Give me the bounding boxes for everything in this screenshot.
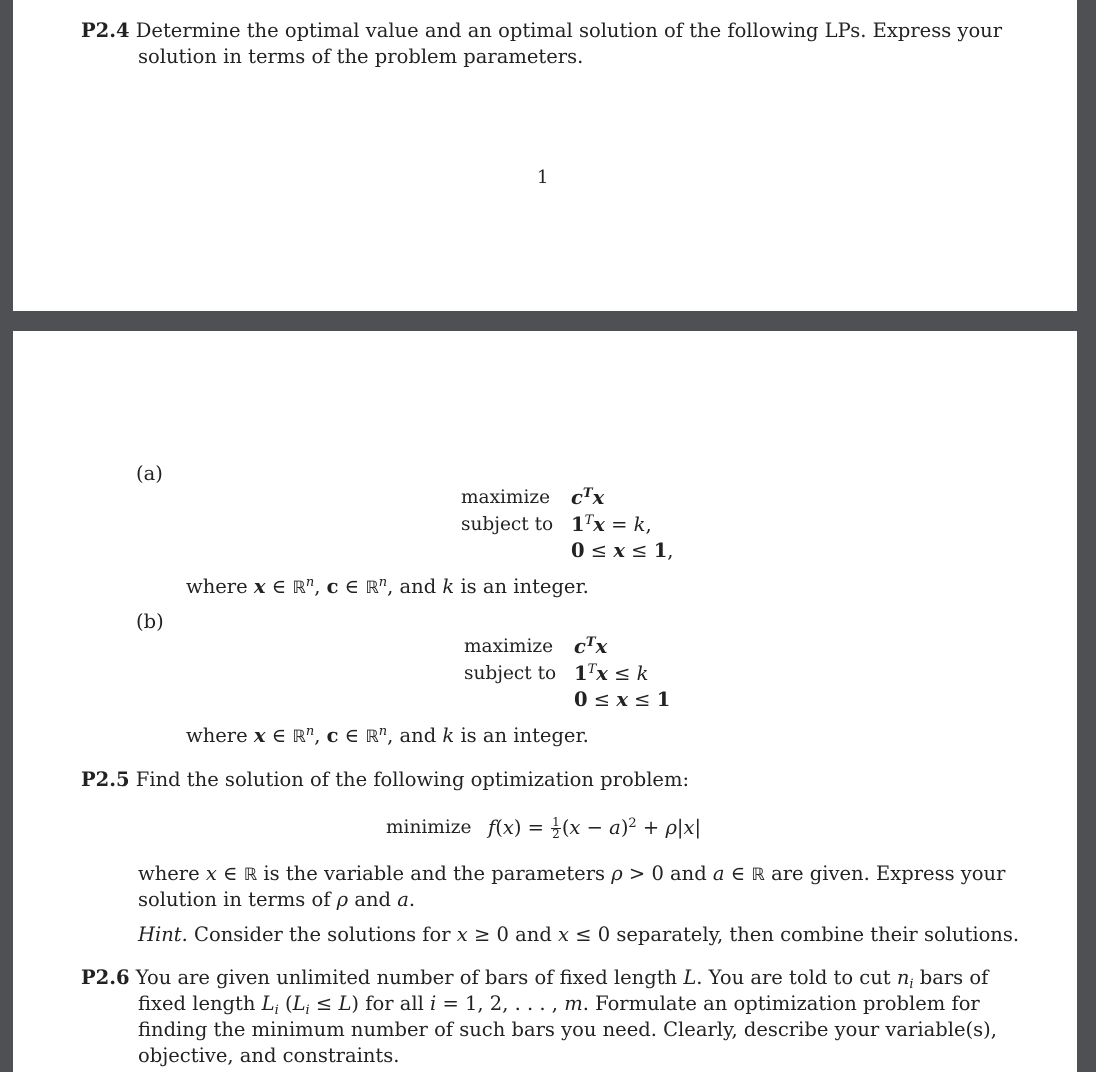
p24-line-2: solution in terms of the problem parameters.	[138, 45, 584, 68]
p25-objective: f(x) = $\frac{1}{2}$ $(x - a)^2 + \rho|x|$	[488, 815, 702, 841]
part-b-constraint-1: $1^Tx \le k$	[574, 662, 649, 685]
p25-line-1: P2.5 Find the solution of the following optimization problem:	[81, 768, 690, 791]
part-a-label: (a)	[136, 462, 163, 485]
problem-label-p24: P2.4	[81, 19, 130, 42]
p26-line-3: finding the minimum number of such bars you need. Clearly, describe your variable(s),	[138, 1018, 997, 1041]
p25-hint: Hint. Consider the solutions for x ≥ 0 and x ≤ 0 separately, then combine their solutions.	[138, 923, 1020, 946]
p24-text-1: Determine the optimal value and an optimal solution of the following LPs. Express your	[135, 19, 1003, 42]
hint-label: Hint.	[138, 923, 188, 946]
part-a-objective: $c^Tx$	[571, 486, 605, 509]
part-b-constraint-2: 0 ≤ x ≤ 1	[574, 688, 671, 711]
part-b-maximize: maximize	[464, 636, 554, 657]
p26-line-2: fixed length $L_i$ $(L_i \le L)$ for all i = 1, 2, . . . , m. Formulate an optimization problem for	[138, 992, 980, 1018]
page-1	[13, 0, 1077, 311]
part-a-constraint-2: 0 ≤ x ≤ 1,	[571, 539, 674, 562]
part-a-where: where x ∈ ℝ$^n$, c ∈ ℝ$^n$, and k is an integer.	[186, 575, 589, 598]
problem-label-p25: P2.5	[81, 768, 130, 791]
page-number: 1	[537, 167, 549, 188]
part-a-subject-to: subject to	[461, 514, 554, 535]
p26-line-1: P2.6 You are given unlimited number of bars of fixed length L. You are told to cut $n_i$ bars of	[81, 966, 989, 992]
p24-line-1	[81, 18, 1002, 44]
part-b-subject-to: subject to	[464, 663, 557, 684]
part-a-maximize: maximize	[461, 487, 551, 508]
part-b-objective: $c^Tx$	[574, 635, 608, 658]
part-b-label: (b)	[136, 610, 164, 633]
p25-where-2: solution in terms of ρ and a.	[138, 888, 416, 911]
page-2	[13, 331, 1077, 1072]
p26-line-4: objective, and constraints.	[138, 1044, 400, 1067]
p25-where-1: where x ∈ ℝ is the variable and the parameters ρ > 0 and a ∈ ℝ are given. Express your	[138, 862, 1006, 885]
part-a-constraint-1: $1^Tx = k$,	[571, 513, 652, 536]
problem-label-p26: P2.6	[81, 966, 130, 989]
part-b-where: where x ∈ ℝ$^n$, c ∈ ℝ$^n$, and k is an integer.	[186, 724, 589, 747]
p25-minimize: minimize	[386, 817, 472, 838]
